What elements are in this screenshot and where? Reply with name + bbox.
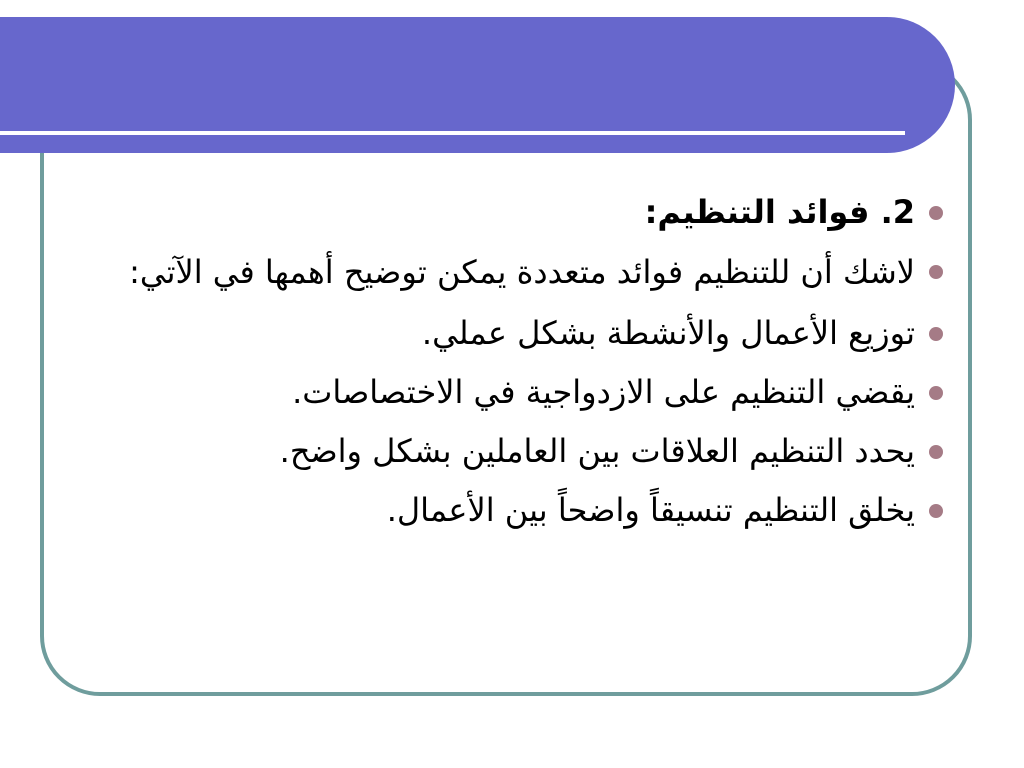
bullet-item-heading (80, 186, 945, 238)
bullet-dot-icon (929, 327, 943, 341)
bullet-item-intro (80, 245, 945, 300)
bullet-item (80, 366, 945, 418)
bullet-text: يقضي التنظيم على الازدواجية في الاختصاصات. (292, 373, 915, 411)
bullet-text: يخلق التنظيم تنسيقاً واضحاً بين الأعمال. (386, 491, 915, 529)
bullet-text: 2. فوائد التنظيم: (644, 193, 915, 231)
bullet-text: يحدد التنظيم العلاقات بين العاملين بشكل واضح. (279, 432, 915, 470)
title-rule (0, 131, 905, 135)
bullet-item (80, 484, 945, 536)
bullet-text: لاشك أن للتنظيم فوائد متعددة يمكن توضيح أهمها في الآتي: (129, 253, 915, 291)
bullet-dot-icon (929, 386, 943, 400)
bullet-text: توزيع الأعمال والأنشطة بشكل عملي. (421, 314, 915, 352)
bullet-dot-icon (929, 206, 943, 220)
bullet-dot-icon (929, 265, 943, 279)
bullet-dot-icon (929, 504, 943, 518)
bullet-dot-icon (929, 445, 943, 459)
bullet-item (80, 307, 945, 359)
bullet-item (80, 425, 945, 477)
bullet-list (80, 186, 945, 543)
